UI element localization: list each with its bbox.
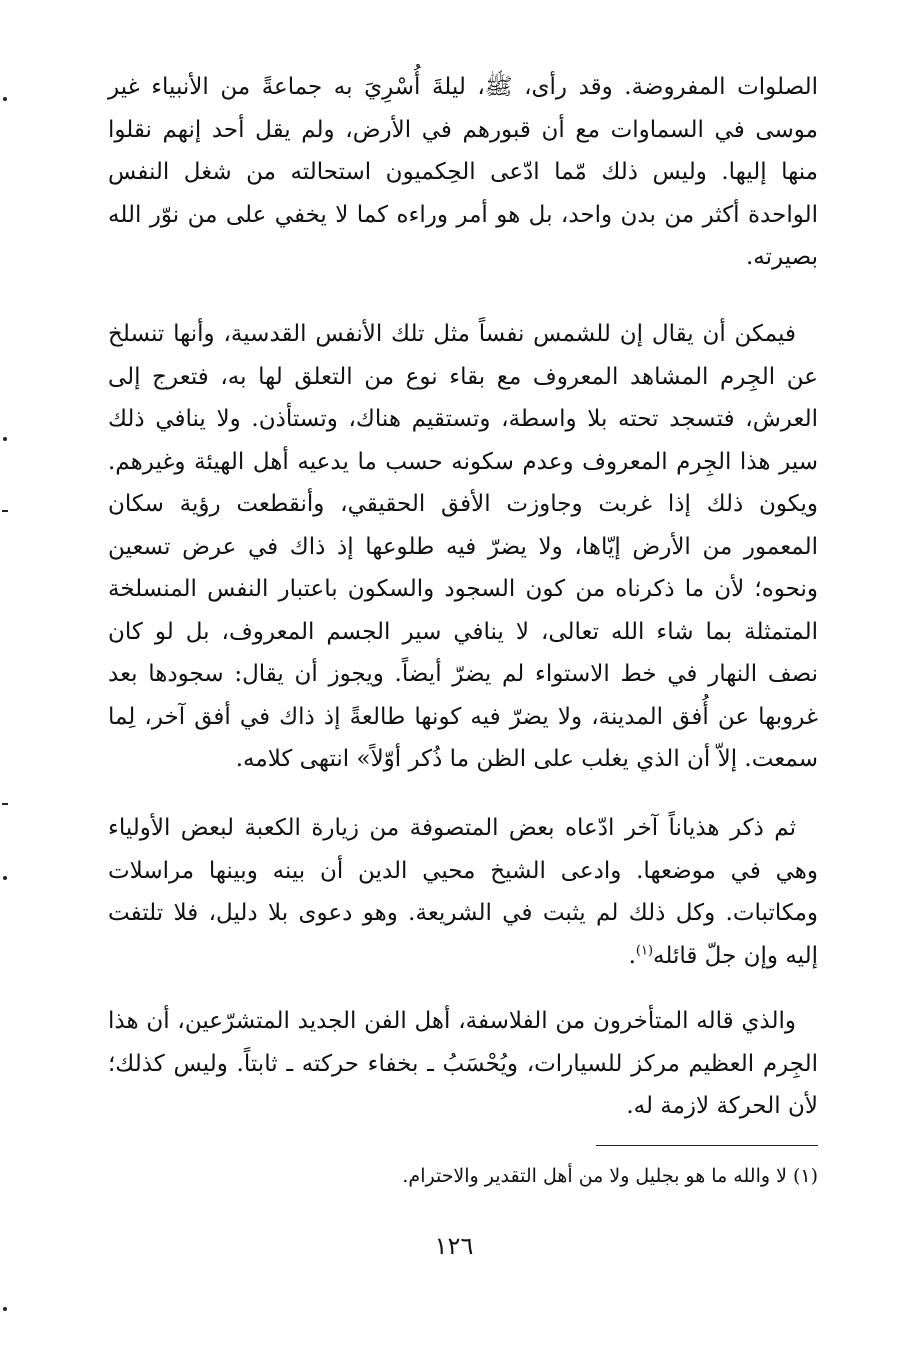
paragraph-3-text: ثم ذكر هذياناً آخر ادّعاه بعض المتصوفة من زيارة الكعبة لبعض الأولياء وهي في موضعها. وادعى الشيخ محيي الدين أن بينه وبينها مراسلات ومكاتبات. وكل ذلك لم يثبت في الشريعة. وهو دعوى بلا دليل، فلا تلتفت إليه وإن جلّ قائله [108, 815, 818, 969]
footnote-divider [596, 1145, 818, 1146]
paragraph-1: الصلوات المفروضة. وقد رأى، ﷺ، ليلةَ أُسْرِيَ به جماعةً من الأنبياء غير موسى في السماوات مع أن قبورهم في الأرض، ولم يقل أحد إنهم نقلوا منها إليها. وليس ذلك مّما ادّعى الحِكميون استحالته من شغل النفس الواحدة أكثر من بدن واحد، بل هو أمر وراءه كما لا يخفي على من نوّر الله بصيرته. [108, 74, 818, 270]
footnote-reference[interactable]: (١) [635, 942, 654, 958]
margin-speck [3, 437, 7, 441]
margin-speck [3, 876, 7, 880]
margin-speck [2, 803, 8, 805]
paragraph-4-block [108, 1000, 818, 1128]
paragraph-3 [108, 807, 818, 977]
paragraph-2: فيمكن أن يقال إن للشمس نفساً مثل تلك الأنفس القدسية، وأنها تنسلخ عن الجِرم المشاهد المعروف مع بقاء نوع من التعلق لها به، فتعرج إلى العرش، فتسجد تحته بلا واسطة، وتستقيم هناك، وتستأذن. ولا ينافي ذلك سير هذا الجِرم المعروف وعدم سكونه حسب ما يدعيه أهل الهيئة وغيرهم. ويكون ذلك إذا غربت وجاوزت الأفق الحقيقي، وأنقطعت رؤية سكان المعمور من الأرض إيّاها، ولا يضرّ فيه طلوعها إذ ذاك في عرض تسعين ونحوه؛ لأن ما ذكرناه من كون السجود والسكون باعتبار النفس المنسلخة المتمثلة بما شاء الله تعالى، لا ينافي سير الجسم المعروف، بل لو كان نصف النهار في خط الاستواء لم يضرّ أيضاً. ويجوز أن يقال: سجودها بعد غروبها عن أُفق المدينة، ولا يضرّ فيه كونها طالعةً إذ ذاك في أفق آخر، لِما سمعت. إلاّ أن الذي يغلب على الظن ما ذُكر أوّلاً» انتهى كلامه. [108, 321, 818, 772]
paragraph-3-end: . [628, 942, 636, 969]
paragraph-1-block [108, 66, 818, 279]
margin-speck [3, 1307, 7, 1311]
paragraph-2-block [108, 313, 818, 781]
page-number: ١٢٦ [434, 1232, 474, 1260]
margin-speck [2, 510, 8, 512]
paragraph-4: والذي قاله المتأخرون من الفلاسفة، أهل الفن الجديد المتشرّعين، أن هذا الجِرم العظيم مركز للسيارات، ويُحْسَبُ ـ بخفاء حركته ـ ثابتاً. وليس كذلك؛ لأن الحركة لازمة له. [108, 1008, 818, 1119]
footnote-text: (١) لا والله ما هو بجليل ولا من أهل التقدير والاحترام. [402, 1165, 818, 1187]
paragraph-3-block [108, 807, 818, 977]
margin-speck [3, 97, 7, 101]
